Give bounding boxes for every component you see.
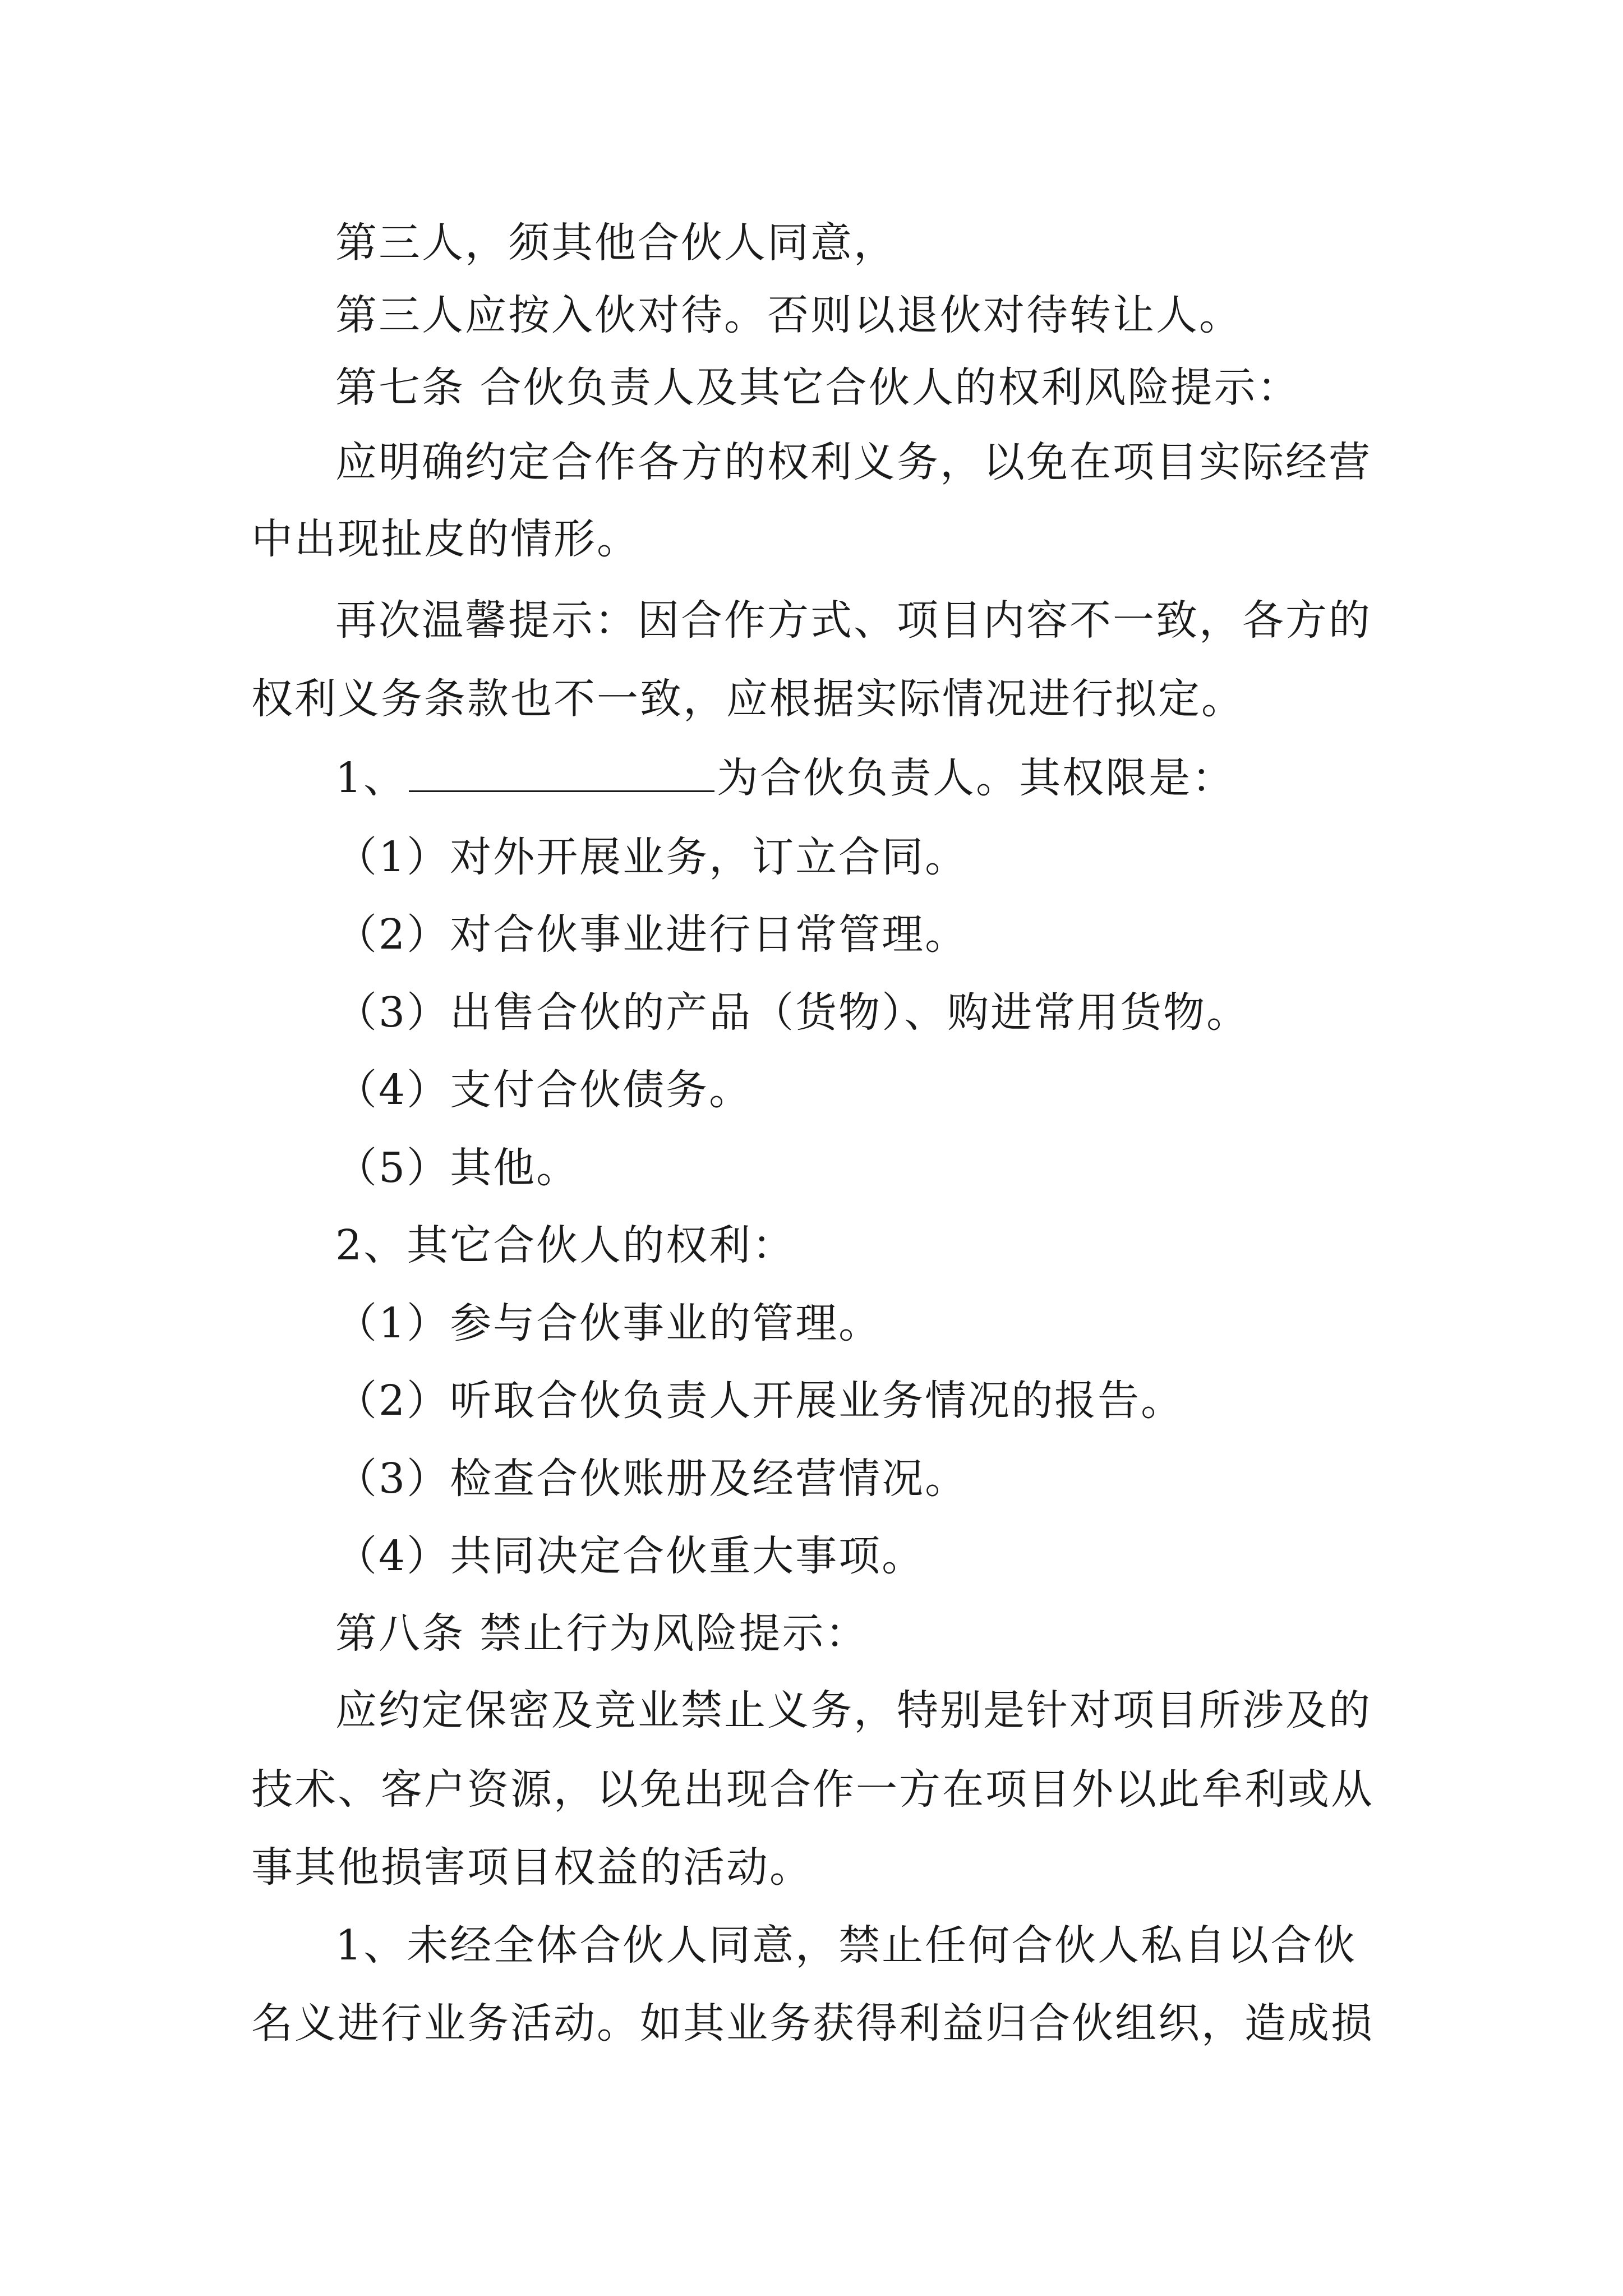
list-item: （3）出售合伙的产品（货物）、购进常用货物。 [335, 988, 1250, 1037]
text-line: 技术、客户资源，以免出现合作一方在项目外以此牟利或从 [251, 1765, 1374, 1814]
text-line: 事其他损害项目权益的活动。 [251, 1843, 813, 1892]
list-item: （1）参与合伙事业的管理。 [335, 1299, 882, 1347]
text-line: 第三人，须其他合伙人同意， [335, 219, 897, 267]
text-line: 应明确约定合作各方的权利义务，以免在项目实际经营 [335, 438, 1372, 486]
text-line: 再次温馨提示：因合作方式、项目内容不一致，各方的 [335, 596, 1372, 645]
text-line: 应约定保密及竞业禁止义务，特别是针对项目所涉及的 [335, 1686, 1372, 1734]
text-line: 1、未经全体合伙人同意，禁止任何合伙人私自以合伙 [335, 1921, 1357, 1970]
text-line: 2、其它合伙人的权利： [335, 1221, 796, 1269]
responsible-person-line [335, 750, 1235, 806]
list-item: （1）对外开展业务，订立合同。 [335, 833, 969, 881]
text-line: 第三人应按入伙对待。否则以退伙对待转让人。 [335, 291, 1242, 339]
text-line: 权利义务条款也不一致，应根据实际情况进行拟定。 [251, 675, 1244, 723]
list-item: （2）对合伙事业进行日常管理。 [335, 910, 969, 959]
item-number: 1、 [335, 754, 407, 802]
text-line: 名义进行业务活动。如其业务获得利益归合伙组织，造成损 [251, 1999, 1374, 2047]
fill-in-blank [409, 757, 714, 792]
section-heading-7: 第七条 合伙负责人及其它合伙人的权利风险提示： [335, 364, 1301, 412]
list-item: （5）其他。 [335, 1144, 580, 1192]
list-item: （4）共同决定合伙重大事项。 [335, 1532, 925, 1580]
list-item: （4）支付合伙债务。 [335, 1066, 753, 1114]
list-item: （3）检查合伙账册及经营情况。 [335, 1455, 969, 1503]
list-item: （2）听取合伙负责人开展业务情况的报告。 [335, 1377, 1184, 1425]
section-heading-8: 第八条 禁止行为风险提示： [335, 1609, 869, 1658]
text-line: 中出现扯皮的情形。 [251, 515, 640, 563]
responsible-person-text: 为合伙负责人。其权限是： [717, 754, 1235, 802]
